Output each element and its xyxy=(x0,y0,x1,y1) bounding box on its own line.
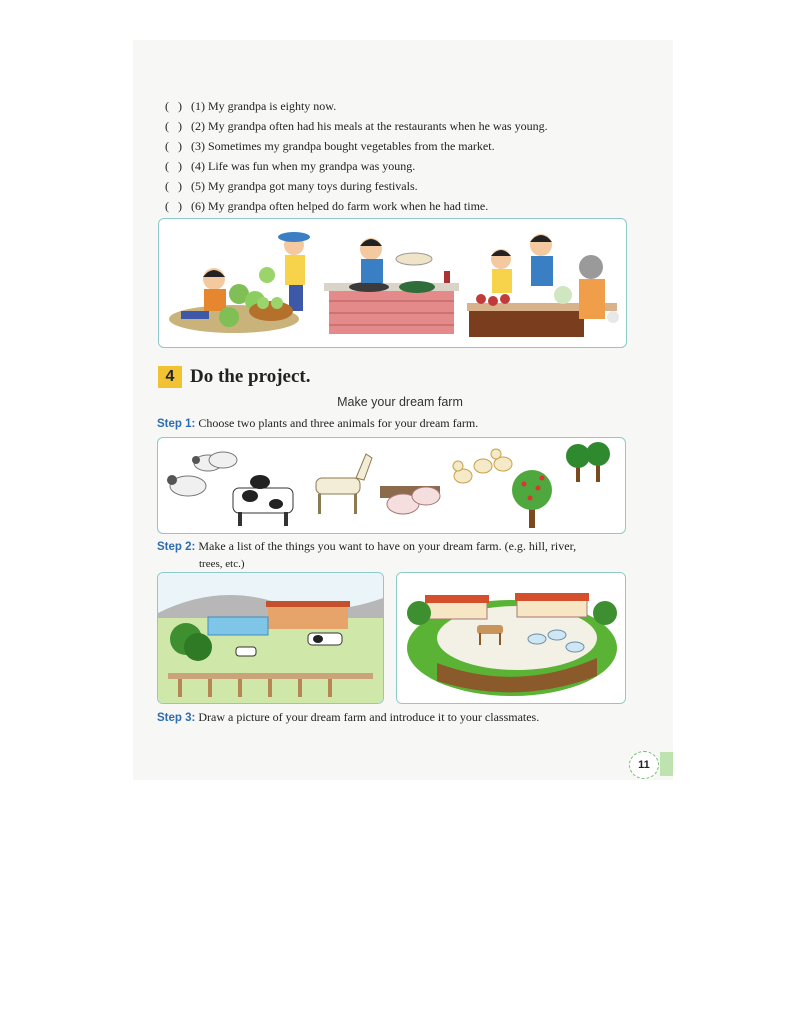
farm-landscape-illustration xyxy=(157,572,384,704)
answer-blank[interactable]: ( ) xyxy=(165,99,182,113)
answer-blank[interactable]: ( ) xyxy=(165,139,182,153)
pig-illustration xyxy=(380,486,440,514)
apple-tree-illustration xyxy=(512,470,552,528)
section-title: Do the project. xyxy=(190,366,311,387)
market-scene-illustration xyxy=(467,234,619,337)
answer-blank[interactable]: ( ) xyxy=(165,199,182,213)
sheep-illustration xyxy=(167,452,237,496)
grandpa-life-illustration xyxy=(158,218,627,348)
step-3 xyxy=(157,707,539,728)
true-false-question-list xyxy=(165,96,645,216)
cow-illustration xyxy=(233,475,293,526)
farm-yard-illustration xyxy=(396,572,626,704)
question-item xyxy=(165,176,645,196)
step-text: Make a list of the things you want to have on your dream farm. (e.g. hill, river, xyxy=(198,539,577,553)
tree-illustration xyxy=(566,442,610,482)
question-item xyxy=(165,136,645,156)
question-text: (3) Sometimes my grandpa bought vegetables from the market. xyxy=(191,139,495,153)
question-item xyxy=(165,116,645,136)
section-heading xyxy=(158,366,310,388)
plants-animals-illustration xyxy=(157,437,626,534)
answer-blank[interactable]: ( ) xyxy=(165,179,182,193)
step-label: Step 3: xyxy=(157,712,196,724)
cooking-scene-illustration xyxy=(324,238,459,334)
horse-illustration xyxy=(316,454,372,514)
project-subtitle: Make your dream farm xyxy=(337,395,463,409)
step-label: Step 1: xyxy=(157,418,196,430)
question-item xyxy=(165,156,645,176)
page-number: 11 xyxy=(629,751,659,779)
duck-illustration xyxy=(453,449,512,483)
answer-blank[interactable]: ( ) xyxy=(165,159,182,173)
question-text: (1) My grandpa is eighty now. xyxy=(191,99,337,113)
step-text: Choose two plants and three animals for your dream farm. xyxy=(198,416,479,430)
step-2-continuation: trees, etc.) xyxy=(199,558,245,570)
step-label: Step 2: xyxy=(157,541,196,553)
question-text: (5) My grandpa got many toys during festivals. xyxy=(191,179,418,193)
question-text: (4) Life was fun when my grandpa was young. xyxy=(191,159,416,173)
answer-blank[interactable]: ( ) xyxy=(165,119,182,133)
section-number-badge: 4 xyxy=(158,366,182,388)
question-item xyxy=(165,196,645,216)
question-item xyxy=(165,96,645,116)
question-text: (2) My grandpa often had his meals at the restaurants when he was young. xyxy=(191,119,548,133)
question-text: (6) My grandpa often helped do farm work when he had time. xyxy=(191,199,489,213)
page-edge-tab xyxy=(660,752,673,776)
harvest-scene-illustration xyxy=(169,232,310,333)
step-text: Draw a picture of your dream farm and introduce it to your classmates. xyxy=(198,710,540,724)
step-1 xyxy=(157,413,478,434)
